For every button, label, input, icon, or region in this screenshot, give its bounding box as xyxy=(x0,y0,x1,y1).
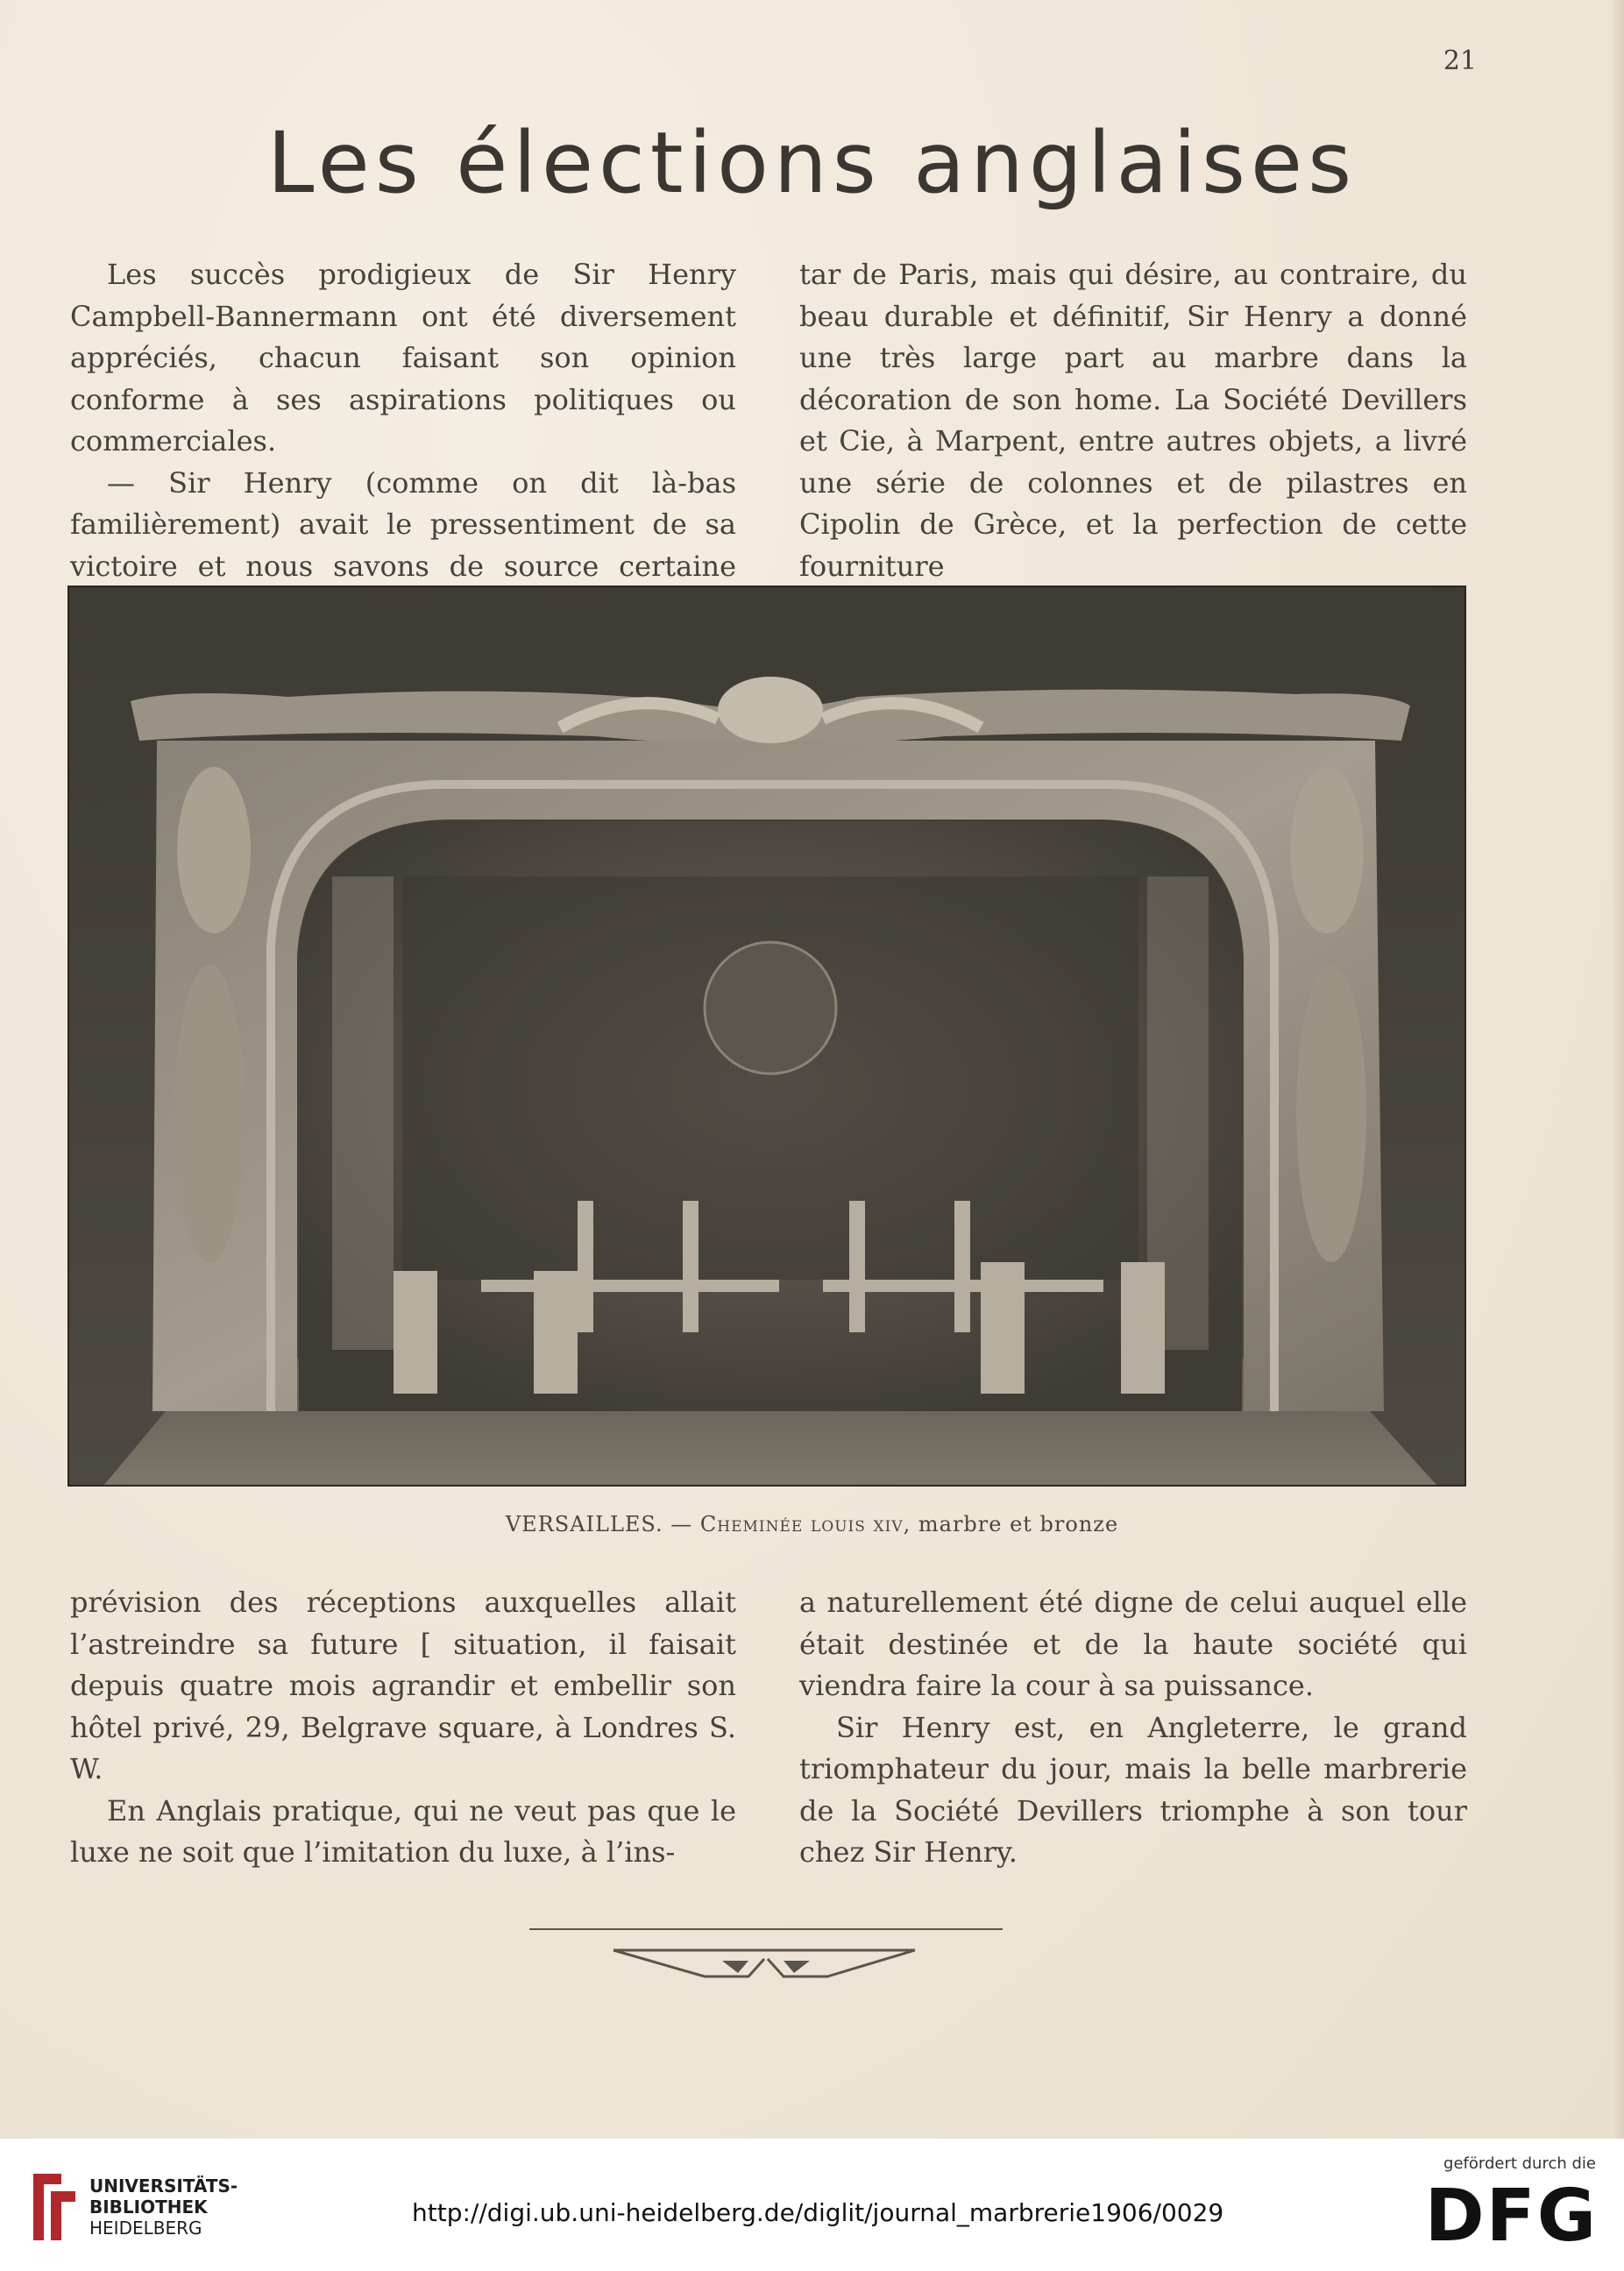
library-line: BIBLIOTHEK xyxy=(89,2196,208,2218)
paragraph: — Sir Henry (comme on dit là-bas familièrement) avait le pressentiment de sa victoire et nous savons de source certaine xyxy=(70,465,736,583)
page-edge xyxy=(1612,0,1624,2139)
library-line: HEIDELBERG xyxy=(89,2218,202,2239)
figure-caption xyxy=(0,1512,1624,1536)
dfg-logo: DFG xyxy=(1424,2175,1598,2258)
ornamental-divider xyxy=(529,1924,1003,1994)
text-column-top-right xyxy=(799,254,1467,587)
text-column-bottom-right xyxy=(799,1582,1467,1874)
funding-note: gefördert durch die xyxy=(1443,2154,1596,2173)
university-library-logo-icon xyxy=(26,2165,82,2249)
digitization-footer xyxy=(0,2139,1624,2271)
fireplace-photograph xyxy=(67,585,1466,1487)
caption-material: marbre et bronze xyxy=(918,1512,1119,1536)
text-column-top-left xyxy=(70,254,736,629)
page-number: 21 xyxy=(1443,46,1477,76)
article-title: Les élections anglaises xyxy=(266,114,1358,212)
caption-dash: — xyxy=(670,1512,693,1536)
library-name xyxy=(89,2175,238,2239)
fireplace-illustration xyxy=(69,587,1464,1485)
paragraph: a naturellement été digne de celui auquel elle était destinée et de la haute société qui viendra faire la cour à sa puissance. xyxy=(799,1586,1467,1702)
caption-place: VERSAILLES. xyxy=(505,1512,663,1536)
paragraph: tar de Paris, mais qui désire, au contraire, du beau durable et définitif, Sir Henry a donné une très large part au marbre dans la décoration de son home. La Société Devillers et Cie, à Marpent, entre autres objets, a livré une série de colonnes et de pilastres en Cipolin de Grèce, et la perfection de cette fourniture xyxy=(799,258,1467,583)
text-column-bottom-left xyxy=(70,1582,736,1874)
paragraph: En Anglais pratique, qui ne veut pas que le luxe ne soit que l’imitation du luxe, à l’ins- xyxy=(70,1793,736,1869)
permalink-url[interactable]: http://digi.ub.uni-heidelberg.de/diglit/journal_marbrerie1906/0029 xyxy=(412,2198,1224,2227)
paragraph: prévision des réceptions auxquelles allait l’astreindre sa future [ situation, il faisait depuis quatre mois agrandir et embellir son hôtel privé, 29, Belgrave square, à Londres S. W. xyxy=(70,1586,736,1785)
caption-subject: Cheminée louis xiv, xyxy=(699,1512,911,1536)
library-line: UNIVERSITÄTS- xyxy=(89,2175,238,2196)
paragraph: Les succès prodigieux de Sir Henry Campbell-Bannermann ont été diversement appréciés, chacun faisant son opinion conforme à ses aspirations politiques ou commerciales. xyxy=(70,258,736,458)
paragraph: Sir Henry est, en Angleterre, le grand triomphateur du jour, mais la belle marbrerie de la Société Devillers triomphe à son tour chez Sir Henry. xyxy=(799,1710,1467,1869)
